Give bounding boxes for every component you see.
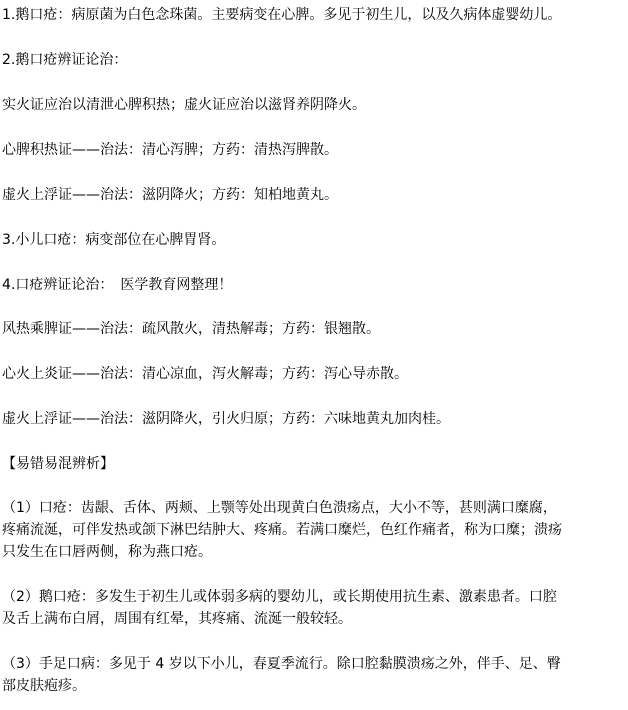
- analysis-line: （1）口疮：齿龈、舌体、两颊、上颚等处出现黄白色溃疡点，大小不等，甚则满口糜腐，: [2, 500, 557, 516]
- analysis-item-thrush: [2, 586, 622, 630]
- analysis-line: 只发生在口唇两侧，称为燕口疮。: [2, 544, 212, 560]
- paragraph-heart-spleen-heat: 心脾积热证——治法：清心泻脾；方药：清热泻脾散。: [2, 142, 338, 158]
- analysis-line: 及舌上满布白屑，周围有红晕，其疼痛、流涎一般较轻。: [2, 611, 352, 627]
- paragraph-wind-heat: 风热乘脾证——治法：疏风散火，清热解毒；方药：银翘散。: [2, 321, 380, 337]
- paragraph-thrush-treatment-heading: 2.鹅口疮辨证论治：: [2, 52, 128, 68]
- analysis-line: （3）手足口病：多见于 4 岁以下小儿，春夏季流行。除口腔黏膜溃疡之外，伴手、足、臀: [2, 656, 561, 672]
- paragraph-deficiency-fire-mouth-sore: 虚火上浮证——治法：滋阴降火，引火归原；方药：六味地黄丸加肉桂。: [2, 411, 450, 427]
- analysis-line: 部皮肤疱疹。: [2, 678, 86, 694]
- paragraph-thrush-definition: 1.鹅口疮：病原菌为白色念珠菌。主要病变在心脾。多见于初生儿，以及久病体虚婴幼儿。: [2, 7, 562, 23]
- paragraph-mouth-sore-treatment-heading: 4.口疮辨证论治： 医学教育网整理！: [2, 277, 233, 293]
- paragraph-fire-syndrome-treatment: 实火证应治以清泄心脾积热；虚火证应治以滋肾养阴降火。: [2, 97, 366, 113]
- analysis-item-mouth-sore: [2, 497, 622, 563]
- paragraph-child-mouth-sore: 3.小儿口疮：病变部位在心脾胃肾。: [2, 232, 226, 248]
- paragraph-heart-fire: 心火上炎证——治法：清心凉血，泻火解毒；方药：泻心导赤散。: [2, 366, 408, 382]
- analysis-line: （2）鹅口疮：多发生于初生儿或体弱多病的婴幼儿，或长期使用抗生素、激素患者。口腔: [2, 589, 557, 605]
- section-heading-confusion-analysis: 【易错易混辨析】: [2, 456, 114, 472]
- paragraph-deficiency-fire: 虚火上浮证——治法：滋阴降火；方药：知柏地黄丸。: [2, 187, 338, 203]
- analysis-line: 疼痛流涎，可伴发热或颌下淋巴结肿大、疼痛。若满口糜烂，色红作痛者，称为口糜；溃疡: [2, 522, 562, 538]
- analysis-item-hand-foot-mouth: [2, 653, 622, 697]
